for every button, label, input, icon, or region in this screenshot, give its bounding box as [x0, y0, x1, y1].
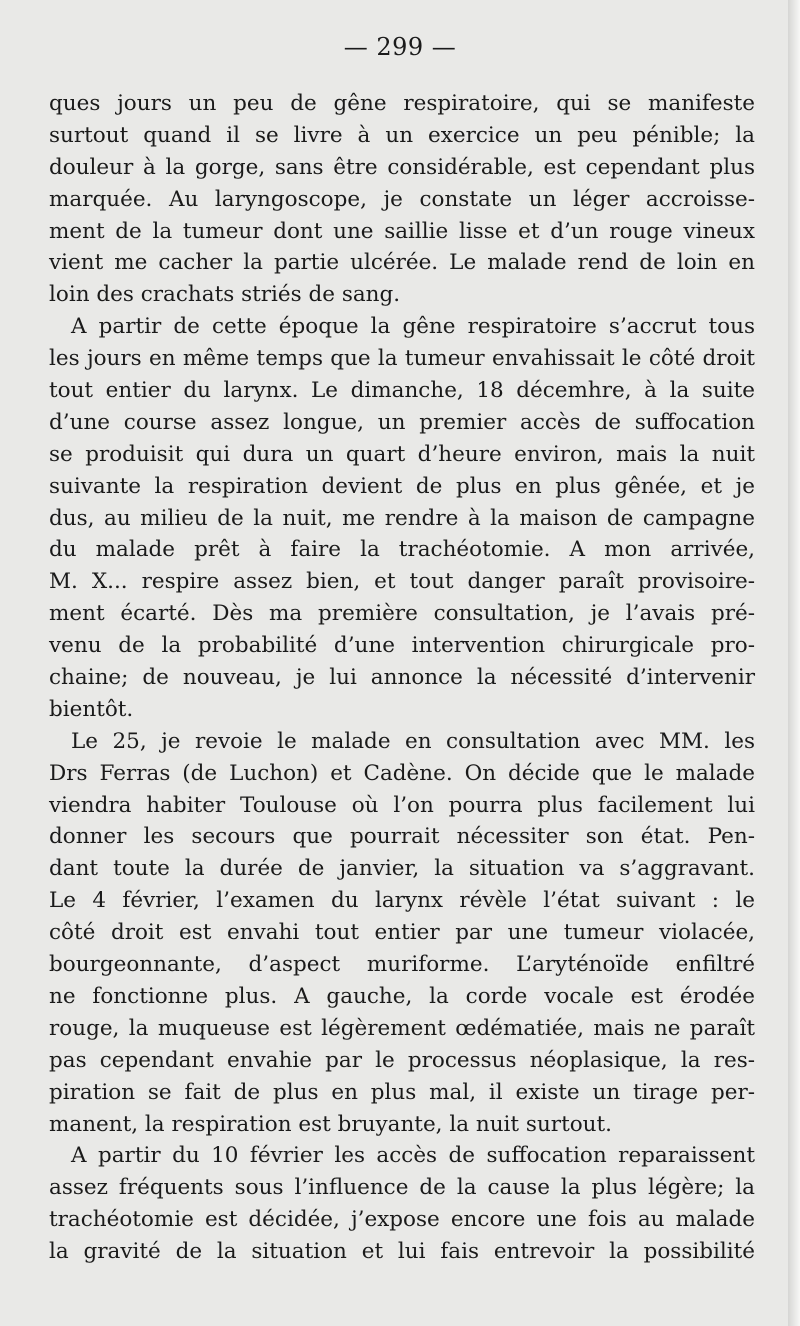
text-line: chaine; de nouveau, je lui annonce la nécessité d’intervenir — [49, 665, 755, 691]
text-line: suivante la respiration devient de plus en plus gênée, et je — [49, 473, 755, 499]
text-line: tout entier du larynx. Le dimanche, 18 décemhre, à la suite — [49, 378, 755, 404]
text-line: A partir du 10 février les accès de suffocation reparaissent — [71, 1143, 755, 1169]
text-line: trachéotomie est décidée, j’expose encore une fois au malade — [49, 1207, 755, 1233]
text-line: vient me cacher la partie ulcérée. Le malade rend de loin en — [49, 250, 755, 276]
text-line: loin des crachats striés de sang. — [49, 282, 401, 308]
text-line: ment de la tumeur dont une saillie lisse et d’un rouge vineux — [49, 218, 755, 244]
text-line: côté droit est envahi tout entier par une tumeur violacée, — [49, 920, 755, 946]
text-line: dus, au milieu de la nuit, me rendre à la maison de campagne — [49, 505, 755, 531]
text-line: marquée. Au laryngoscope, je constate un léger accroisse- — [49, 186, 755, 212]
text-line: rouge, la muqueuse est légèrement œdématiée, mais ne paraît — [49, 1015, 755, 1041]
text-line: du malade prêt à faire la trachéotomie. A mon arrivée, — [49, 537, 755, 563]
text-line: surtout quand il se livre à un exercice un peu pénible; la — [49, 122, 755, 148]
scan-edge — [788, 0, 800, 1326]
text-line: piration se fait de plus en plus mal, il existe un tirage per- — [49, 1079, 755, 1105]
text-line: ment écarté. Dès ma première consultation, je l’avais pré- — [49, 601, 755, 627]
text-line: bientôt. — [49, 696, 134, 722]
text-line: viendra habiter Toulouse où l’on pourra plus facilement lui — [49, 792, 755, 818]
text-line: Drs Ferras (de Luchon) et Cadène. On décide que le malade — [49, 760, 755, 786]
text-line: Le 4 février, l’examen du larynx révèle l’état suivant : le — [49, 888, 755, 914]
text-line: les jours en même temps que la tumeur envahissait le côté droit — [49, 346, 755, 372]
text-line: douleur à la gorge, sans être considérable, est cependant plus — [49, 154, 755, 180]
text-line: A partir de cette époque la gêne respiratoire s’accrut tous — [71, 314, 755, 340]
text-line: d’une course assez longue, un premier accès de suffocation — [49, 409, 755, 435]
text-line: donner les secours que pourrait nécessiter son état. Pen- — [49, 824, 755, 850]
page-number: — 299 — — [343, 33, 457, 61]
text-line: bourgeonnante, d’aspect muriforme. L’aryténoïde enfiltré — [49, 952, 755, 978]
text-line: ques jours un peu de gêne respiratoire, qui se manifeste — [49, 91, 755, 116]
text-line: assez fréquents sous l’influence de la cause la plus légère; la — [49, 1175, 755, 1201]
text-line: la gravité de la situation et lui fais entrevoir la possibilité — [49, 1239, 755, 1265]
body-text — [49, 88, 755, 1268]
text-line: M. X... respire assez bien, et tout danger paraît provisoire- — [49, 569, 755, 595]
text-line: dant toute la durée de janvier, la situation va s’aggravant. — [49, 856, 755, 882]
text-line: pas cependant envahie par le processus néoplasique, la res- — [49, 1047, 755, 1073]
text-line: Le 25, je revoie le malade en consultation avec MM. les — [71, 728, 755, 754]
text-line: manent, la respiration est bruyante, la nuit surtout. — [49, 1111, 612, 1137]
text-line: ne fonctionne plus. A gauche, la corde vocale est érodée — [49, 983, 755, 1009]
text-line: venu de la probabilité d’une intervention chirurgicale pro- — [49, 633, 755, 659]
text-line: se produisit qui dura un quart d’heure environ, mais la nuit — [49, 441, 755, 467]
